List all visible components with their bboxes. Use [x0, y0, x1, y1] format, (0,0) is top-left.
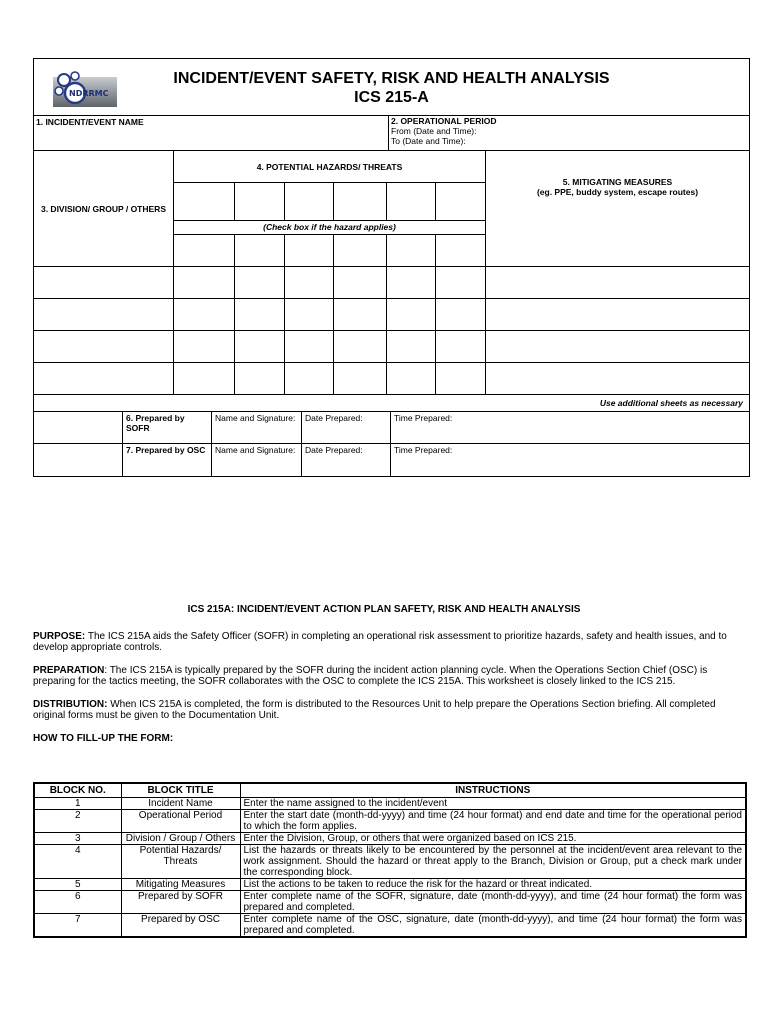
- mitigating-entry-cell[interactable]: [486, 267, 749, 299]
- division-entry-cell[interactable]: [34, 331, 174, 363]
- block-instructions: List the actions to be taken to reduce the risk for the hazard or threat indicated.: [240, 879, 746, 891]
- hazard-check-cell[interactable]: [285, 363, 334, 395]
- preparation-paragraph: [33, 665, 735, 688]
- sofr-time-field[interactable]: Time Prepared:: [391, 412, 749, 444]
- hazards-header: 4. POTENTIAL HAZARDS/ THREATS: [174, 151, 486, 183]
- block-title: Incident Name: [121, 798, 240, 810]
- table-row: [34, 833, 746, 845]
- table-row: [34, 810, 746, 833]
- table-header-row: [34, 783, 746, 798]
- hazard-label-cell[interactable]: [174, 183, 235, 221]
- distribution-text: When ICS 215A is completed, the form is distributed to the Resources Unit to help prepare the Operations Section briefing. All completed original forms must be given to the Documentation Unit.: [33, 698, 716, 721]
- block-title: Prepared by OSC: [121, 914, 240, 938]
- hazard-check-cell[interactable]: [436, 235, 486, 267]
- hazard-check-cell[interactable]: [387, 267, 436, 299]
- instructions-table: [33, 782, 747, 938]
- op-period-from: From (Date and Time):: [391, 126, 477, 136]
- incident-name-field[interactable]: 1. INCIDENT/EVENT NAME: [34, 116, 389, 150]
- hazard-check-cell[interactable]: [387, 235, 436, 267]
- prepared-by-sofr-row: [34, 412, 749, 444]
- table-row: [34, 798, 746, 810]
- hazard-check-cell[interactable]: [334, 363, 387, 395]
- block-no: 1: [34, 798, 121, 810]
- prepared-by-sofr-label: 6. Prepared by SOFR: [123, 412, 212, 444]
- distribution-paragraph: [33, 699, 735, 722]
- table-row: [34, 891, 746, 914]
- mitigating-entry-cell[interactable]: [486, 299, 749, 331]
- division-entry-cell[interactable]: [34, 299, 174, 331]
- block-instructions: Enter complete name of the OSC, signature, date (month-dd-yyyy), and time (24 hour format) the form was prepared and completed.: [240, 914, 746, 938]
- hazard-check-cell[interactable]: [436, 331, 486, 363]
- operational-period-field[interactable]: [389, 116, 749, 150]
- col-instructions: INSTRUCTIONS: [240, 783, 746, 798]
- purpose-paragraph: [33, 631, 735, 654]
- howto-heading: HOW TO FILL-UP THE FORM:: [33, 732, 174, 744]
- hazard-check-cell[interactable]: [285, 299, 334, 331]
- hazard-check-cell[interactable]: [285, 235, 334, 267]
- hazard-check-cell[interactable]: [174, 235, 235, 267]
- block-instructions: Enter the start date (month-dd-yyyy) and time (24 hour format) and end date and time for the operational period to which the form applies.: [240, 810, 746, 833]
- mitigating-entry-cell[interactable]: [486, 331, 749, 363]
- hazard-check-cell[interactable]: [334, 331, 387, 363]
- form-title: [34, 69, 749, 107]
- block-title: Potential Hazards/ Threats: [121, 845, 240, 879]
- table-row: [34, 845, 746, 879]
- hazard-label-cell[interactable]: [235, 183, 285, 221]
- hazard-check-cell[interactable]: [334, 235, 387, 267]
- osc-date-field[interactable]: Date Prepared:: [302, 444, 391, 476]
- instructions-heading: ICS 215A: INCIDENT/EVENT ACTION PLAN SAFETY, RISK AND HEALTH ANALYSIS: [187, 604, 581, 615]
- hazard-check-cell[interactable]: [174, 331, 235, 363]
- hazard-check-cell[interactable]: [387, 331, 436, 363]
- division-entry-cell[interactable]: [34, 267, 174, 299]
- hazard-check-cell[interactable]: [235, 267, 285, 299]
- hazard-check-cell[interactable]: [436, 299, 486, 331]
- ics-215a-form: [33, 58, 750, 477]
- block-no: 6: [34, 891, 121, 914]
- division-header: 3. DIVISION/ GROUP / OTHERS: [34, 151, 174, 267]
- block-no: 7: [34, 914, 121, 938]
- prepared-blank-cell: [34, 412, 123, 444]
- op-period-to: To (Date and Time):: [391, 136, 466, 146]
- block-instructions: List the hazards or threats likely to be encountered by the personnel at the incident/event area relevant to the work assignment. Should the hazard or threat apply to the Branch, Division or Group, put a check mark under the corresponding block.: [240, 845, 746, 879]
- hazard-check-cell[interactable]: [334, 299, 387, 331]
- mitigating-title: 5. MITIGATING MEASURES: [562, 177, 673, 187]
- mitigating-header: [486, 151, 749, 267]
- hazard-label-cell[interactable]: [436, 183, 486, 221]
- table-row: [34, 879, 746, 891]
- osc-time-field[interactable]: Time Prepared:: [394, 445, 453, 455]
- block-title: Division / Group / Others: [121, 833, 240, 845]
- hazard-check-cell[interactable]: [235, 235, 285, 267]
- block-instructions: Enter the Division, Group, or others that were organized based on ICS 215.: [240, 833, 746, 845]
- col-block-no: BLOCK NO.: [34, 783, 121, 798]
- col-block-title: BLOCK TITLE: [121, 783, 240, 798]
- block-no: 3: [34, 833, 121, 845]
- block-no: 2: [34, 810, 121, 833]
- prepared-by-osc-label: 7. Prepared by OSC: [123, 444, 212, 476]
- hazard-check-cell[interactable]: [174, 267, 235, 299]
- hazard-check-cell[interactable]: [235, 363, 285, 395]
- hazard-label-cell[interactable]: [334, 183, 387, 221]
- table-row: [34, 914, 746, 938]
- form-title-code: ICS 215-A: [354, 89, 429, 106]
- logo-text: NDRRMC: [69, 89, 109, 98]
- block-no: 5: [34, 879, 121, 891]
- instructions-section: [33, 604, 735, 758]
- sofr-name-signature-field[interactable]: Name and Signature:: [212, 412, 302, 444]
- check-note: (Check box if the hazard applies): [174, 221, 486, 235]
- hazard-grid: [34, 151, 749, 395]
- hazard-check-cell[interactable]: [285, 331, 334, 363]
- hazard-check-cell[interactable]: [285, 267, 334, 299]
- osc-name-signature-field[interactable]: Name and Signature:: [212, 444, 302, 476]
- prepared-blank-cell: [34, 444, 123, 476]
- preparation-text: : The ICS 215A is typically prepared by the SOFR during the incident action planning cycle. When the Operations Section Chief (OSC) is preparing for the tactics meeting, the SOFR collaborates with the OSC to complete the ICS 215A. This worksheet is closely linked to the ICS 215.: [33, 664, 708, 687]
- block-title: Operational Period: [121, 810, 240, 833]
- preparation-label: PREPARATION: [33, 664, 105, 676]
- hazard-check-cell[interactable]: [235, 331, 285, 363]
- mitigating-entry-cell[interactable]: [486, 363, 749, 395]
- mitigating-subtitle: (eg. PPE, buddy system, escape routes): [536, 187, 699, 197]
- distribution-label: DISTRIBUTION:: [33, 698, 108, 710]
- incident-row: [34, 116, 749, 151]
- hazard-check-cell[interactable]: [436, 363, 486, 395]
- hazard-check-cell[interactable]: [436, 267, 486, 299]
- additional-sheets-note: Use additional sheets as necessary: [34, 395, 749, 412]
- division-entry-cell[interactable]: [34, 363, 174, 395]
- hazard-check-cell[interactable]: [174, 363, 235, 395]
- block-instructions: Enter complete name of the SOFR, signature, date (month-dd-yyyy), and time (24 hour format) the form was prepared and completed.: [240, 891, 746, 914]
- form-header: [34, 59, 749, 116]
- purpose-label: PURPOSE:: [33, 630, 86, 642]
- op-period-label: 2. OPERATIONAL PERIOD: [391, 116, 497, 126]
- hazard-check-cell[interactable]: [235, 299, 285, 331]
- form-title-main: INCIDENT/EVENT SAFETY, RISK AND HEALTH ANALYSIS: [173, 70, 610, 87]
- hazard-check-cell[interactable]: [387, 363, 436, 395]
- purpose-text: The ICS 215A aids the Safety Officer (SOFR) in completing an operational risk assessment to prioritize hazards, safety and health issues, and to develop appropriate controls.: [33, 630, 727, 653]
- hazard-label-cell[interactable]: [285, 183, 334, 221]
- hazard-check-cell[interactable]: [174, 299, 235, 331]
- hazard-label-cell[interactable]: [387, 183, 436, 221]
- hazard-check-cell[interactable]: [334, 267, 387, 299]
- block-instructions: Enter the name assigned to the incident/event: [240, 798, 746, 810]
- hazard-check-cell[interactable]: [387, 299, 436, 331]
- sofr-date-field[interactable]: Date Prepared:: [302, 412, 391, 444]
- prepared-by-osc-row: [34, 444, 749, 476]
- block-title: Prepared by SOFR: [121, 891, 240, 914]
- block-no: 4: [34, 845, 121, 879]
- block-title: Mitigating Measures: [121, 879, 240, 891]
